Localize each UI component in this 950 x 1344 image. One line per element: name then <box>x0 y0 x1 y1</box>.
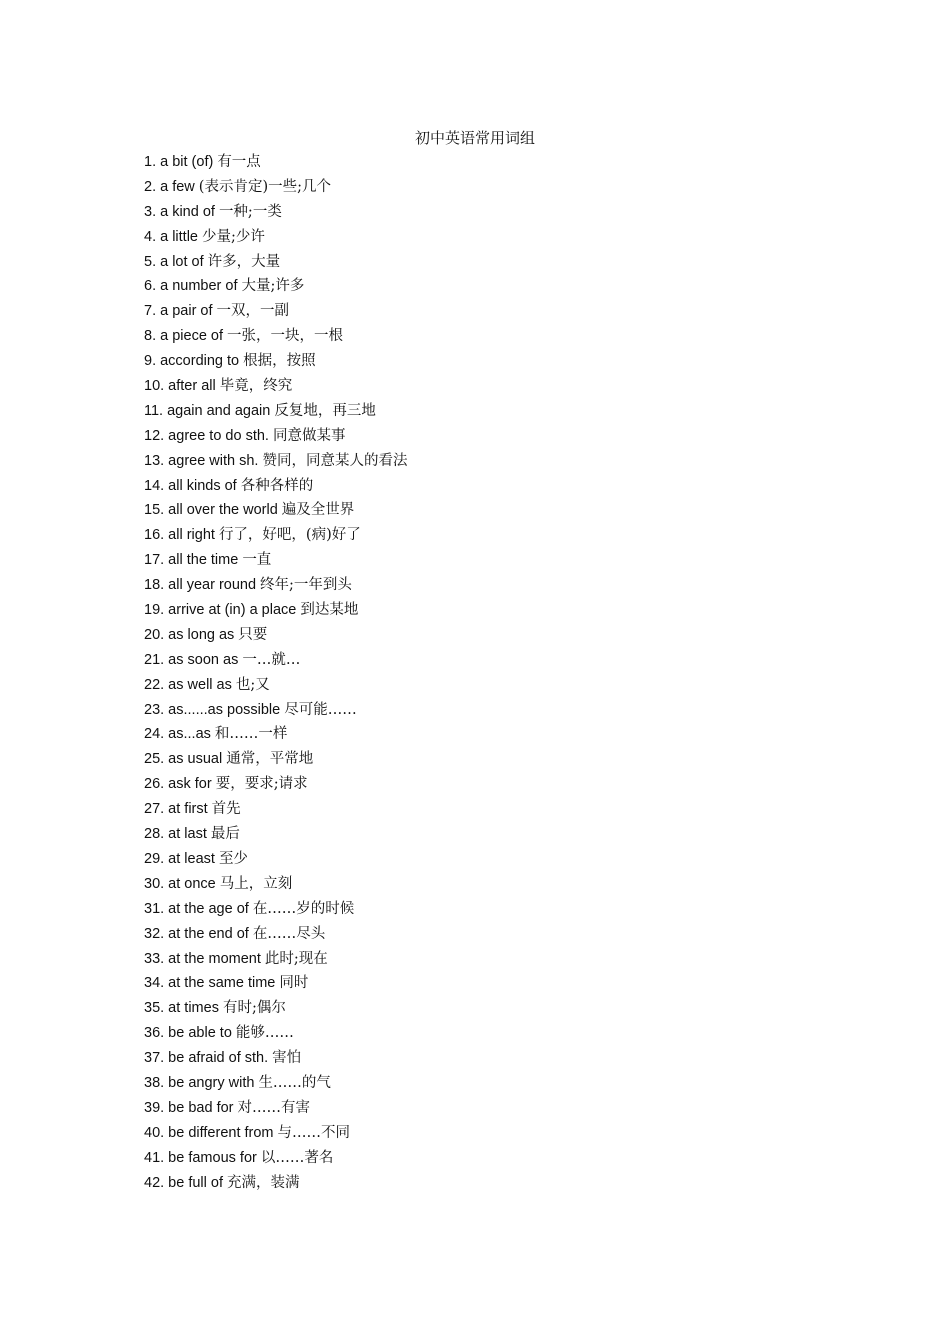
list-item <box>144 971 407 996</box>
list-item <box>144 747 407 772</box>
phrase-english: 1. a bit (of) <box>144 154 214 170</box>
phrase-chinese: 要，要求;请求 <box>215 776 308 793</box>
phrase-english: 9. according to <box>144 353 240 370</box>
phrase-chinese: 在……尽头 <box>252 925 326 942</box>
phrase-chinese: 遍及全世界 <box>281 502 355 519</box>
phrase-chinese: 一…就… <box>242 651 301 668</box>
phrase-english: 7. a pair of <box>144 303 213 320</box>
phrase-english: 21. as soon as <box>144 651 239 668</box>
phrase-english: 3. a kind of <box>144 203 215 220</box>
phrase-english: 26. ask for <box>144 776 212 793</box>
list-item <box>144 797 407 822</box>
phrase-chinese: 也;又 <box>235 676 270 693</box>
phrase-chinese: 一张，一块，一根 <box>227 328 343 345</box>
phrase-chinese: 同时 <box>279 975 309 992</box>
phrase-chinese: 尽可能…… <box>284 701 357 718</box>
list-item <box>144 274 407 299</box>
list-item <box>144 1071 407 1096</box>
phrase-english: 42. be full of <box>144 1174 223 1191</box>
phrase-chinese: 首先 <box>211 801 241 818</box>
list-item <box>144 922 407 947</box>
list-item <box>144 1121 407 1146</box>
phrase-chinese: 对……有害 <box>237 1099 310 1116</box>
list-item <box>144 399 407 424</box>
list-item <box>144 150 407 175</box>
phrase-chinese: 反复地，再三地 <box>274 402 376 419</box>
list-item <box>144 897 407 922</box>
list-item <box>144 523 407 548</box>
phrase-english: 22. as well as <box>144 676 232 693</box>
phrase-english: 36. be able to <box>144 1025 232 1042</box>
phrase-chinese: 行了，好吧，(病)好了 <box>218 527 361 544</box>
list-item <box>144 698 407 723</box>
phrase-chinese: 根据，按照 <box>243 353 316 370</box>
phrase-english: 33. at the moment <box>144 950 261 967</box>
list-item <box>144 822 407 847</box>
list-item <box>144 498 407 523</box>
list-item <box>144 1046 407 1071</box>
phrase-english: 29. at least <box>144 850 215 867</box>
list-item <box>144 374 407 399</box>
phrase-english: 4. a little <box>144 228 198 245</box>
list-item <box>144 598 407 623</box>
list-item <box>144 1096 407 1121</box>
phrase-english: 41. be famous for <box>144 1149 257 1166</box>
phrase-chinese: 和……一样 <box>214 726 288 743</box>
phrase-chinese: 毕竟，终究 <box>219 378 293 395</box>
phrase-chinese: 生……的气 <box>258 1074 331 1091</box>
phrase-english: 18. all year round <box>144 577 257 594</box>
phrase-chinese: 赞同，同意某人的看法 <box>262 452 408 469</box>
list-item <box>144 996 407 1021</box>
phrase-english: 28. at last <box>144 826 207 843</box>
phrase-chinese: 到达某地 <box>300 602 359 619</box>
phrase-english: 25. as usual <box>144 751 223 768</box>
phrase-chinese: 一种;一类 <box>218 203 282 220</box>
phrase-chinese: 充满，装满 <box>227 1174 300 1191</box>
phrase-english: 35. at times <box>144 1000 219 1017</box>
phrase-english: 31. at the age of <box>144 900 249 917</box>
phrase-chinese: 有一点 <box>217 154 261 170</box>
phrase-chinese: 最后 <box>210 826 240 843</box>
phrase-english: 38. be angry with <box>144 1074 255 1091</box>
phrase-chinese: 同意做某事 <box>272 427 346 444</box>
phrase-english: 15. all over the world <box>144 502 278 519</box>
list-item <box>144 772 407 797</box>
phrase-english: 12. agree to do sth. <box>144 427 269 444</box>
phrase-english: 5. a lot of <box>144 253 204 270</box>
phrase-english: 10. after all <box>144 378 216 395</box>
phrase-english: 8. a piece of <box>144 328 223 345</box>
phrase-english: 39. be bad for <box>144 1099 234 1116</box>
list-item <box>144 200 407 225</box>
phrase-chinese: 有时;偶尔 <box>222 1000 286 1017</box>
phrase-english: 27. at first <box>144 801 208 818</box>
list-item <box>144 648 407 673</box>
list-item <box>144 1171 407 1196</box>
list-item <box>144 299 407 324</box>
list-item <box>144 250 407 275</box>
list-item <box>144 349 407 374</box>
phrase-english: 40. be different from <box>144 1124 274 1141</box>
phrase-chinese: 害怕 <box>272 1050 302 1067</box>
phrase-english: 19. arrive at (in) a place <box>144 602 297 619</box>
phrase-chinese: 终年;一年到头 <box>260 577 352 594</box>
phrase-chinese: (表示肯定)一些;几个 <box>198 178 331 195</box>
phrase-english: 24. as...as <box>144 726 211 743</box>
phrase-chinese: 只要 <box>238 626 268 643</box>
list-item <box>144 847 407 872</box>
list-item <box>144 722 407 747</box>
phrase-english: 14. all kinds of <box>144 477 237 494</box>
phrase-chinese: 马上，立刻 <box>219 875 293 892</box>
list-item <box>144 424 407 449</box>
list-item <box>144 947 407 972</box>
phrase-chinese: 通常，平常地 <box>226 751 314 768</box>
document-title: 初中英语常用词组 <box>414 129 535 147</box>
phrase-chinese: 以……著名 <box>260 1149 334 1166</box>
list-item <box>144 474 407 499</box>
list-item <box>144 225 407 250</box>
phrase-list <box>144 150 407 1195</box>
list-item <box>144 872 407 897</box>
phrase-chinese: 一直 <box>242 552 272 569</box>
phrase-english: 16. all right <box>144 527 215 544</box>
list-item <box>144 324 407 349</box>
phrase-chinese: 与……不同 <box>277 1124 351 1141</box>
phrase-english: 37. be afraid of sth. <box>144 1050 269 1067</box>
phrase-chinese: 许多，大量 <box>207 253 281 270</box>
phrase-chinese: 大量;许多 <box>241 278 305 295</box>
phrase-english: 20. as long as <box>144 626 235 643</box>
phrase-english: 30. at once <box>144 875 216 892</box>
phrase-chinese: 至少 <box>218 850 248 867</box>
phrase-english: 32. at the end of <box>144 925 249 942</box>
phrase-chinese: 各种各样的 <box>240 477 314 494</box>
phrase-english: 11. again and again <box>144 402 271 419</box>
list-item <box>144 1021 407 1046</box>
list-item <box>144 449 407 474</box>
phrase-chinese: 此时;现在 <box>264 950 328 967</box>
list-item <box>144 623 407 648</box>
list-item <box>144 548 407 573</box>
list-item <box>144 673 407 698</box>
phrase-chinese: 能够…… <box>235 1025 294 1042</box>
phrase-english: 6. a number of <box>144 278 238 295</box>
list-item <box>144 1146 407 1171</box>
phrase-english: 2. a few <box>144 178 195 195</box>
phrase-chinese: 在……岁的时候 <box>252 900 355 917</box>
phrase-english: 13. agree with sh. <box>144 452 259 469</box>
list-item <box>144 175 407 200</box>
phrase-chinese: 一双，一副 <box>216 303 290 320</box>
phrase-english: 17. all the time <box>144 552 239 569</box>
list-item <box>144 573 407 598</box>
phrase-english: 23. as......as possible <box>144 701 281 718</box>
phrase-english: 34. at the same time <box>144 975 276 992</box>
phrase-chinese: 少量;少许 <box>202 228 265 245</box>
